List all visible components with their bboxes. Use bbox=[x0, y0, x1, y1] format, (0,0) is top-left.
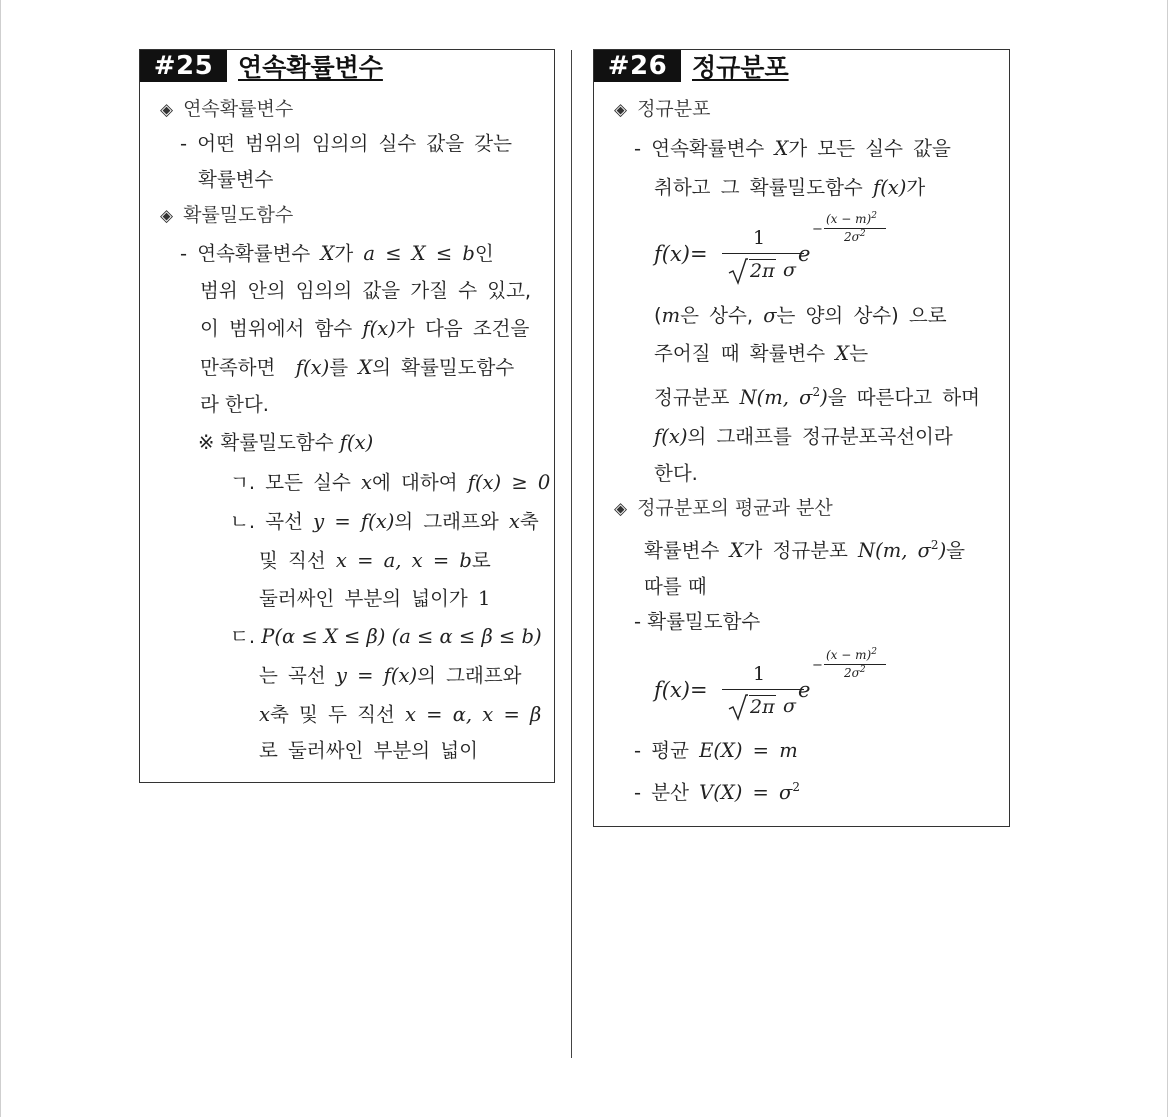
card-25-title: 연속확률변수 bbox=[238, 53, 383, 82]
card-25-continuous-random-variable bbox=[139, 49, 555, 783]
diamond-bullet-icon: ◈ bbox=[160, 206, 174, 226]
normal-pdf-formula: f(x)= 1 2π σ e − $(x - m)^2$ $2\sigma^2$ bbox=[654, 648, 904, 728]
section-heading: ◈ 확률밀도함수 bbox=[160, 204, 294, 226]
definition-line: f(x)의 그래프를 정규분포곡선이라 bbox=[654, 425, 953, 448]
fraction-bar bbox=[722, 253, 804, 254]
pdf-definition-line: 라 한다. bbox=[200, 393, 269, 416]
normal-pdf-formula: f(x)= 1 2π σ e − $(x - m)^2$ $2\sigma^2$ bbox=[654, 212, 904, 292]
card-25-number: #25 bbox=[140, 50, 227, 82]
condition-item: ㄷ. P(α ≤ X ≤ β) (a ≤ α ≤ β ≤ b) bbox=[230, 625, 542, 648]
definition-line: 정규분포 N(m, $\sigma^2$)을 따른다고 하며 bbox=[654, 385, 980, 409]
fraction-bar bbox=[722, 689, 804, 690]
pdf-definition-line: 이 범위에서 함수 f(x)가 다음 조건을 bbox=[200, 317, 530, 340]
pdf-definition-line: 만족하면 f(x)를 X의 확률밀도함수 bbox=[200, 356, 515, 379]
condition-item: 및 직선 x = a, x = b로 bbox=[259, 549, 491, 572]
card-26-number: #26 bbox=[594, 50, 681, 82]
column-divider bbox=[571, 50, 572, 1058]
condition-item: 는 곡선 y = f(x)의 그래프와 bbox=[259, 664, 522, 687]
section-heading: ◈ 연속확률변수 bbox=[160, 98, 294, 120]
section-heading: ◈ 정규분포의 평균과 분산 bbox=[614, 497, 833, 519]
mean-variance-line: 따를 때 bbox=[644, 575, 707, 598]
exponent-fraction-bar bbox=[824, 664, 886, 665]
pdf-definition-line: 범위 안의 임의의 값을 가질 수 있고, bbox=[200, 279, 532, 302]
diamond-bullet-icon: ◈ bbox=[160, 100, 174, 120]
sqrt-icon bbox=[728, 257, 748, 285]
exponent-fraction-bar bbox=[824, 228, 886, 229]
note-heading: ※ 확률밀도함수 f(x) bbox=[198, 431, 374, 454]
condition-item: x축 및 두 직선 x = α, x = β bbox=[259, 703, 542, 726]
definition-line: (m은 상수, σ는 양의 상수) 으로 bbox=[654, 304, 947, 327]
diamond-bullet-icon: ◈ bbox=[614, 100, 628, 120]
condition-item: ㄴ. 곡선 y = f(x)의 그래프와 x축 bbox=[230, 510, 539, 533]
condition-item: ㄱ. 모든 실수 x에 대하여 f(x) ≥ 0 bbox=[230, 471, 551, 494]
mean-variance-line: - 확률밀도함수 bbox=[634, 610, 761, 633]
mean-variance-line: 확률변수 X가 정규분포 N(m, $\sigma^2$)을 bbox=[644, 538, 966, 562]
definition-line: - 연속확률변수 X가 모든 실수 값을 bbox=[634, 137, 951, 160]
diamond-bullet-icon: ◈ bbox=[614, 499, 628, 519]
section-heading: ◈ 정규분포 bbox=[614, 98, 711, 120]
card-26-normal-distribution bbox=[593, 49, 1010, 827]
condition-item: 둘러싸인 부분의 넓이가 1 bbox=[259, 587, 491, 610]
definition-line: 주어질 때 확률변수 X는 bbox=[654, 342, 869, 365]
mean-line: - 평균 E(X) = m bbox=[634, 739, 798, 762]
pdf-definition-line: - 연속확률변수 X가 a ≤ X ≤ b인 bbox=[180, 242, 494, 265]
page-edge-right bbox=[1167, 0, 1168, 1117]
condition-item: 로 둘러싸인 부분의 넓이 bbox=[259, 739, 478, 762]
definition-line: 한다. bbox=[654, 462, 698, 485]
sqrt-icon bbox=[728, 693, 748, 721]
page-edge-left bbox=[0, 0, 1, 1117]
variance-line: - 분산 $V(X) = \sigma^2$ bbox=[634, 780, 800, 804]
definition-line: 확률변수 bbox=[198, 168, 274, 191]
definition-line: - 어떤 범위의 임의의 실수 값을 갖는 bbox=[180, 132, 512, 155]
definition-line: 취하고 그 확률밀도함수 f(x)가 bbox=[654, 176, 926, 199]
card-26-title: 정규분포 bbox=[692, 53, 789, 82]
